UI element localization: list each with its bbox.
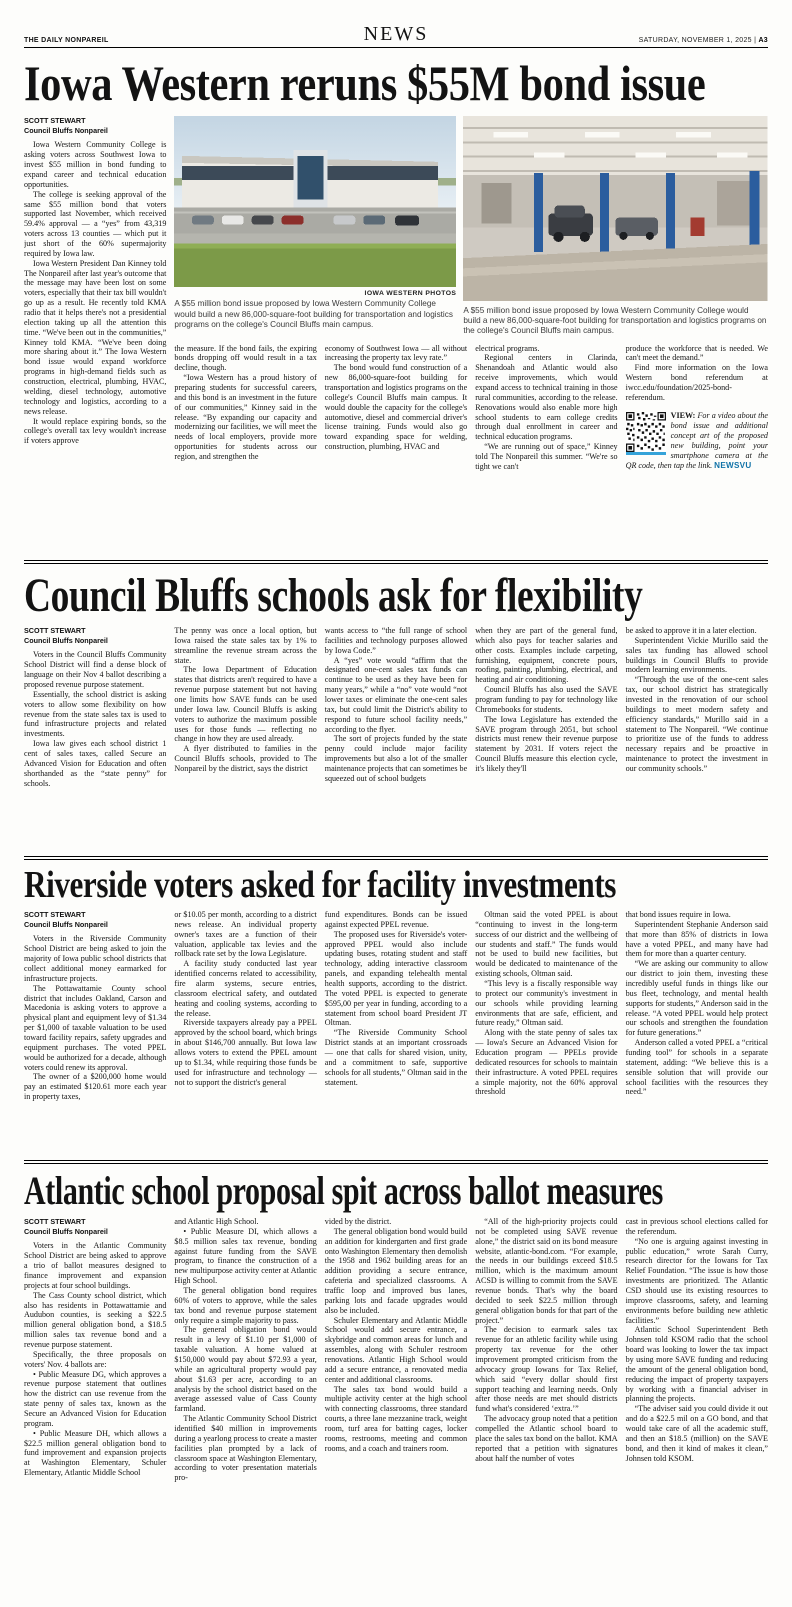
photo-caption: A $55 million bond issue proposed by Iowa Western Community College would build a new 86,000-square-foot building for transportation and logistics programs on the college's Council Bluffs main campus. [463, 305, 767, 336]
date-page-line [428, 37, 768, 44]
body-paragraph: The general obligation bond requires 60% of voters to approve, while the sales tax bond and revenue purpose statement only require a simple majority to pass. [174, 1286, 317, 1325]
column-text [475, 344, 617, 472]
column-text [24, 1241, 166, 1478]
byline-org: Council Bluffs Nonpareil [24, 919, 108, 929]
article-column [475, 344, 617, 554]
body-paragraph: Anderson called a voted PPEL a “critical funding tool” for schools in a separate statement, adding: “We believe this is a sensible solution that will provide our school facilities with the resources they need.” [625, 1038, 768, 1097]
article-column [24, 1217, 166, 1607]
body-paragraph: “Iowa Western has a proud history of preparing students for successful careers, and this bond is an investment in the future of our communities,” Kinney said in the release. “By expanding our capacity and modernizing our facilities, we will meet the needs of local employers, provide more opportunities for students across our region, and strengthen the [174, 373, 317, 462]
article-column [325, 910, 467, 1154]
body-paragraph: The Iowa Department of Education states that districts aren't required to have a revenue purpose statement but not having one limits how SAVE funds can be used under Iowa law. Council Bluffs is asking voters to authorize the maximum possible uses for those funds — reflecting no change in how they are used already. [174, 665, 317, 744]
body-paragraph: • Public Measure DH, which allows a $22.5 million general obligation bond to fund improvement and expansion projects at Washington Elementary, Schuler Elementary, Atlantic Middle School [24, 1428, 167, 1478]
column-text [24, 934, 166, 1102]
column-text [626, 910, 768, 1097]
photo-interior-garage [463, 116, 768, 301]
body-paragraph: Essentially, the school district is asking voters to allow some flexibility on how revenue from the state sales tax is used to fund infrastructure projects and related investments. [24, 689, 167, 739]
column-text [24, 140, 166, 446]
column-text [174, 910, 316, 1087]
article-column [325, 1217, 467, 1607]
body-paragraph: “We are asking our community to allow our district to join them, investing these incredibly useful funds in things like our bus fleet, technology, and mental health supports for students,” Anderson said in the release. “A voted PPEL would help protect our schools and strengthen the foundation for future generations.” [625, 959, 768, 1038]
article-column [626, 626, 768, 850]
column-text [24, 650, 166, 788]
column-text [174, 344, 316, 462]
body-paragraph: The sort of projects funded by the state penny could include major facility improvements but also a lot of the smaller maintenance projects that can sometimes be squeezed out of school budgets [324, 734, 468, 783]
article-column [174, 344, 316, 554]
body-paragraph: be asked to approve it in a later election. [625, 626, 757, 635]
byline-org: Council Bluffs Nonpareil [24, 125, 108, 135]
body-paragraph: It would replace expiring bonds, so the college's overall tax levy wouldn't increase if voters approve [24, 416, 167, 446]
body-paragraph: The Iowa Legislature has extended the SAVE program through 2051, but school districts must renew their revenue purpose statement by 2031. If voters reject the Council Bluffs measure this election cycle, it's likely they'll [475, 714, 618, 774]
photo-caption: A $55 million bond issue proposed by Iowa Western Community College would build a new 86,000-square-foot building for transportation and logistics programs on the college's Council Bluffs main campus. [174, 299, 453, 329]
body-paragraph: when they are part of the general fund, which also pays for teacher salaries and other costs. Examples include carpeting, furnishing, equipment, concrete pours, roofing, painting, plumbing, electrical, and heating and air conditioning. [475, 626, 618, 685]
body-paragraph: A flyer distributed to families in the Council Bluffs schools, provided to The Nonpareil by the district, says the district [174, 744, 317, 774]
column-text [626, 344, 768, 403]
column-text [325, 626, 467, 784]
qr-view-label: VIEW: [670, 410, 696, 420]
body-paragraph: “The adviser said you could divide it out and do a $22.5 mil on a GO bond, and that would take care of all the academic stuff, and then an $18.5 (million) on the SAVE bond, and then it kind of makes it clean,” Johnsen told KSOM. [625, 1404, 768, 1463]
qr-promo-block [626, 411, 768, 472]
body-paragraph: The advocacy group noted that a petition compelled the Atlantic school board to place the sales tax bond on the ballot. KMA reported that a petition with signatures about half the number of votes [475, 1414, 618, 1463]
article-headline: Council Bluffs schools ask for flexibility [24, 569, 643, 622]
article-body [24, 1217, 768, 1607]
byline-author: SCOTT STEWART [24, 116, 86, 125]
body-paragraph: A “yes” vote would “affirm that the designated one-cent sales tax funds can continue to be used as they have been for many years,” while a “no” vote would “not lower taxes or eliminate the one-cent sales tax, but could limit the District's ability to respond to future school facility needs,” according to the flyer. [324, 655, 468, 734]
body-paragraph: “No one is arguing against investing in public education,” wrote Sarah Curry, research director for the Iowans for Tax Relief Foundation. “The issue is how those investments are prioritized. The Atlantic CSD should use its existing resources to improve classrooms, safety, and learning environments before building new athletic facilities.” [625, 1236, 768, 1325]
column-text [174, 1217, 316, 1483]
body-paragraph: wants access to “the full range of school facilities and technology purposes allowed by Iowa Code.” [324, 626, 468, 655]
body-paragraph: • Public Measure DI, which allows a $8.5 million sales tax revenue, bonding against future funding from the SAVE program, to finance the construction of a new multipurpose activity center at Atlantic High School. [174, 1226, 317, 1286]
byline [24, 1217, 166, 1236]
body-paragraph: Riverside taxpayers already pay a PPEL approved by the school board, which brings in about $146,700 annually. But Iowa law allows voters to extend the PPEL amount up to $1.34, while requiring those funds be used for infrastructure and technology — not to support the district's general [174, 1018, 317, 1087]
byline [24, 910, 166, 929]
body-paragraph: “We are running out of space,” Kinney told The Nonpareil this summer. “We're so tight we can't [475, 442, 618, 471]
body-paragraph: Regional centers in Clarinda, Shenandoah and Atlantic would also receive improvements, which would expand access to technical training in those rural communities, according to the release. Renovations would also enable more high school students to earn college credits through dual enrollment in career and technical education programs. [475, 353, 618, 442]
body-paragraph: electrical programs. [475, 343, 540, 353]
body-paragraph: cast in previous school elections called for the referendum. [625, 1217, 768, 1236]
byline-org: Council Bluffs Nonpareil [24, 635, 108, 645]
column-text [325, 344, 467, 452]
byline [24, 116, 166, 135]
byline-author: SCOTT STEWART [24, 626, 86, 635]
article-column [174, 626, 316, 850]
article-column [325, 626, 467, 850]
body-paragraph: Iowa Western President Dan Kinney told The Nonpareil after last year's outcome that the message may have been lost on some voters, especially that their tax bill wouldn't go up as a result. He recently told KMA radio that it helps there's not a presidential election taking up all the attention this time. “We've been out in the communities,” Kinney told KMA. “We've been doing more sharing about it.” The Iowa Western bond issue would expand workforce programs in high-demand fields such as construction, electrical, plumbing, HVAC, welding, diesel technology, automotive technology and logistics, according to a news release. [24, 258, 167, 416]
section-divider [24, 1160, 768, 1164]
body-paragraph: “This levy is a fiscally responsible way to protect our community's investment in our schools while providing learning environments that are safe, efficient, and future ready,” Oltman said. [475, 979, 618, 1028]
body-paragraph: The proposed uses for Riverside's voter-approved PPEL would also include updating buses, rotating student and staff technology, adding interactive classroom panels, and expanding telehealth mental health supports, according to the district. The voted PPEL is expected to generate $595,00 per year in funding, according to a statement from school board President JT Oltman. [324, 929, 468, 1028]
article-column [24, 910, 166, 1154]
publication-name: THE DAILY NONPAREIL [24, 37, 109, 44]
article-column [325, 344, 467, 554]
article-body [24, 626, 768, 850]
body-paragraph: Iowa law gives each school district 1 cent of sales taxes, called Secure an Advanced Vision for Education and often shorthanded as the “state penny” for schools. [24, 739, 167, 788]
body-paragraph: Superintendent Stephanie Anderson said that more than 85% of districts in Iowa have a voted PPEL, and many have had them for more than a quarter century. [625, 919, 768, 959]
body-paragraph: economy of Southwest Iowa — all without increasing the property tax levy rate.” [324, 343, 468, 363]
figure-left [174, 116, 456, 337]
body-paragraph: Superintendent Vickie Murillo said the sales tax funding has allowed school buildings in Council Bluffs to provide modern learning environments. [625, 635, 768, 675]
photo-block [174, 116, 768, 337]
body-paragraph: The decision to earmark sales tax revenue for an athletic facility while using property tax revenue for the other improvement prompted criticism from the advocacy group Iowans for Tax Relief, which said “every dollar should first support teaching and learning needs. Only after those needs are met should districts fund what's considered ‘extra.’” [475, 1325, 618, 1414]
body-paragraph: The sales tax bond would build a multiple activity center at the high school with connecting classrooms, three standard courts, a three lane mezzanine track, weight room, turf area for batting cages, locker rooms, restrooms, meeting and common rooms, and a coach and trainers room. [324, 1384, 468, 1453]
body-paragraph: fund expenditures. Bonds can be issued against expected PPEL revenue. [324, 910, 468, 929]
column-text [475, 910, 617, 1097]
qr-promo-text: For a video about the bond issue and additional concept art of the proposed new building, point your smartphone camera at the QR code, then tap the link. [625, 410, 768, 471]
article-headline: Atlantic school proposal spit across ballot measures [24, 1168, 663, 1213]
article-column [626, 910, 768, 1154]
body-paragraph: • Public Measure DG, which approves a revenue purpose statement that outlines how the district can use revenue from the state penny of sales tax, known as the Secure an Advanced Vision for Education program. [24, 1369, 167, 1428]
article-body [24, 116, 768, 554]
section-divider [24, 560, 768, 564]
byline-author: SCOTT STEWART [24, 910, 86, 919]
body-paragraph: vided by the district. [324, 1217, 392, 1226]
article-atlantic [24, 1168, 768, 1607]
column-text [626, 626, 768, 774]
body-paragraph: Council Bluffs has also used the SAVE program funding to pay for technology like Chromebooks for students. [475, 685, 618, 714]
body-paragraph: Schuler Elementary and Atlantic Middle School would add secure entrance, a skybridge and common areas for lunch and assembles, along with Schuler restroom renovations. Atlantic High School would add a secure entrance, a renovated media center and additional classrooms. [324, 1315, 468, 1384]
body-paragraph: Specifically, the three proposals on voters' Nov. 4 ballots are: [24, 1349, 167, 1369]
body-paragraph: Find more information on the Iowa Western bond referendum at iwcc.edu/foundation/2025-bond-referendum. [625, 363, 768, 402]
section-divider [24, 856, 768, 860]
body-paragraph: Oltman said the voted PPEL is about “continuing to invest in the long-term success of our district and the wellbeing of our students and staff.” The funds would not be used to build new facilities, but would be dedicated to maintenance of the existing schools, Oltman said. [475, 910, 618, 979]
body-paragraph: Voters in the Riverside Community School District are being asked to join the majority of Iowa public school districts that collect additional money earmarked for infrastructure projects. [24, 934, 167, 983]
article-column [24, 116, 166, 554]
body-paragraph: The Cass County school district, which also has residents in Pottawattamie and Audubon counties, is seeking a $22.5 million general obligation bond, a $18.5 million sales tax revenue bond and a revenue purpose statement. [24, 1290, 167, 1350]
masthead [24, 24, 768, 48]
issue-date: SATURDAY, NOVEMBER 1, 2025 | [638, 37, 757, 44]
article-column [475, 910, 617, 1154]
body-paragraph: or $10.05 per month, according to a district news release. An individual property owner's taxes are a function of their valuation, applicable tax levies and the rollback rate set by the Iowa Legislature. [174, 910, 317, 959]
body-paragraph: The general obligation bond would build an addition for kindergarten and first grade onto Washington Elementary then demolish the 1958 and 1962 building areas for an addition providing a secure entrance, cafeteria and specialized classrooms. A traffic loop and improved bus lanes, parking lots and facade upgrades would also be included. [324, 1226, 468, 1315]
body-paragraph: Along with the state penny of sales tax — Iowa's Secure an Advanced Vision for Education program — PPELs provide dedicated resources for schools to maintain their infrastructure. A voted PPEL requires a simple majority, not the 60% approval threshold [475, 1028, 618, 1097]
byline-org: Council Bluffs Nonpareil [24, 1226, 108, 1236]
body-paragraph: The college is seeking approval of the same $55 million bond that voters supported last November, which received 59.4% approval — a “yes” from 43,319 voters across 13 counties — which put it just short of the 60% supermajority required by Iowa law. [24, 189, 167, 258]
body-paragraph: Atlantic School Superintendent Beth Johnsen told KSOM radio that the school board was looking to lower the tax impact by using more SAVE funding and reducing the amount of the general obligation bond, reducing the impact of property taxpayers by working with a financial adviser in planning the projects. [625, 1325, 768, 1404]
column-text [626, 1217, 768, 1463]
qr-code-icon [626, 412, 666, 455]
body-paragraph: The bond would fund construction of a new 86,000-square-foot building for transportation and logistics programs on the college's Council Bluffs main campus. It would double the capacity for the college's automotive, diesel and commercial driver's license training. Funds would also go toward expanding space for welding, construction, plumbing, HVAC and [324, 363, 468, 452]
article-column [626, 344, 768, 554]
article-column [24, 626, 166, 850]
article-headline: Riverside voters asked for facility investments [24, 864, 617, 906]
article-column [475, 626, 617, 850]
article-iowa-western [24, 55, 768, 554]
body-paragraph: produce the workforce that is needed. We can't meet the demand.” [625, 343, 768, 363]
body-paragraph: The Pottawattamie County school district that includes Oakland, Carson and Macedonia is asking voters to approve a physical plant and equipment levy of $1.34 per $1,000 of taxable valuation to be used toward facility repairs, safety upgrades and equipment purchases. The voted PPEL would be authorized for a decade, although voters could renew its approval. [24, 983, 167, 1072]
column-text [475, 626, 617, 774]
article-column [174, 910, 316, 1154]
body-paragraph: the measure. If the bond fails, the expiring bonds dropping off would result in a tax decline, though. [174, 343, 317, 373]
body-paragraph: Voters in the Council Bluffs Community School District will find a dense block of language on their Nov 4 ballot describing a proposed revenue purpose statement. [24, 650, 167, 690]
newsvu-brand: NEWSVU [714, 461, 752, 471]
body-paragraph: The penny was once a local option, but Iowa raised the state sales tax by 1% to streamline the revenue stream across the state. [174, 626, 317, 665]
body-paragraph: “All of the high-priority projects could not be completed using SAVE revenue alone,” the district said on its bond measure website, atlantic-bond.com. “For example, the needs in our buildings exceed $18.5 million, which is the maximum amount ACSD is willing to commit from the SAVE revenue bonds. That's why the board decided to seek $22.5 million through general obligation bonds for that part of the project.” [475, 1217, 618, 1325]
byline-author: SCOTT STEWART [24, 1217, 86, 1226]
column-text [325, 1217, 467, 1454]
body-paragraph: and Atlantic High School. [174, 1217, 259, 1226]
column-text [475, 1217, 617, 1463]
body-paragraph: “The Riverside Community School District stands at an important crossroads — one that calls for shared vision, unity, and a commitment to safe, supportive schools for all students,” Oltman said in the statement. [324, 1028, 468, 1087]
body-paragraph: Iowa Western Community College is asking voters across Southwest Iowa to invest $55 million in bond funding to expand career and technical education opportunities. [24, 140, 167, 189]
photo-rendering-exterior [174, 116, 456, 287]
article-headline: Iowa Western reruns $55M bond issue [24, 55, 706, 111]
column-text [174, 626, 316, 774]
body-paragraph: that bond issues require in Iowa. [625, 910, 731, 919]
body-paragraph: Voters in the Atlantic Community School District are being asked to approve a trio of ballot measures designed to finance improvement and expansion projects at four school buildings. [24, 1241, 167, 1290]
article-column [174, 1217, 316, 1607]
byline [24, 626, 166, 645]
body-paragraph: The owner of a $200,000 home would pay an estimated $120.61 more each year in property taxes, [24, 1072, 167, 1102]
column-text [325, 910, 467, 1087]
page-number: A3 [758, 37, 769, 44]
article-body [24, 910, 768, 1154]
body-paragraph: The Atlantic Community School District identified $40 million in improvements during a yearlong process to create a master facilities plan prompted by a lack of classroom space at Washington Elementary, according to voter presentation materials pro- [174, 1414, 317, 1483]
body-paragraph: The general obligation bond would result in a levy of $1.10 per $1,000 of taxable valuation. A home valued at $150,000 would pay about $72.93 a year, while an agricultural property would pay about $1.63 per acre, according to an analysis by the school district based on the average assessed value of Cass County farmland. [174, 1325, 317, 1414]
photo-credit: IOWA WESTERN PHOTOS [364, 290, 457, 298]
article-column [626, 1217, 768, 1607]
article-column [475, 1217, 617, 1607]
figure-right [463, 116, 768, 337]
article-riverside [24, 866, 768, 1154]
body-paragraph: “Through the use of the one-cent sales tax, our school district has strategically invested in the renovation of our school buildings to meet modern safety and efficiency standards,” Murillo said in a statement to The Nonpareil. “We continue to prioritize use of the funds to address necessary repairs and be proactive in maintenance to protect the investment in our community schools.” [625, 675, 768, 774]
body-paragraph: A facility study conducted last year identified concerns related to accessibility, fire alarm systems, secure entries, classroom electrical safety, and outdated heating and cooling systems, according to the release. [174, 959, 317, 1018]
article-council-bluffs-schools [24, 569, 768, 850]
section-title: NEWS [363, 23, 429, 45]
